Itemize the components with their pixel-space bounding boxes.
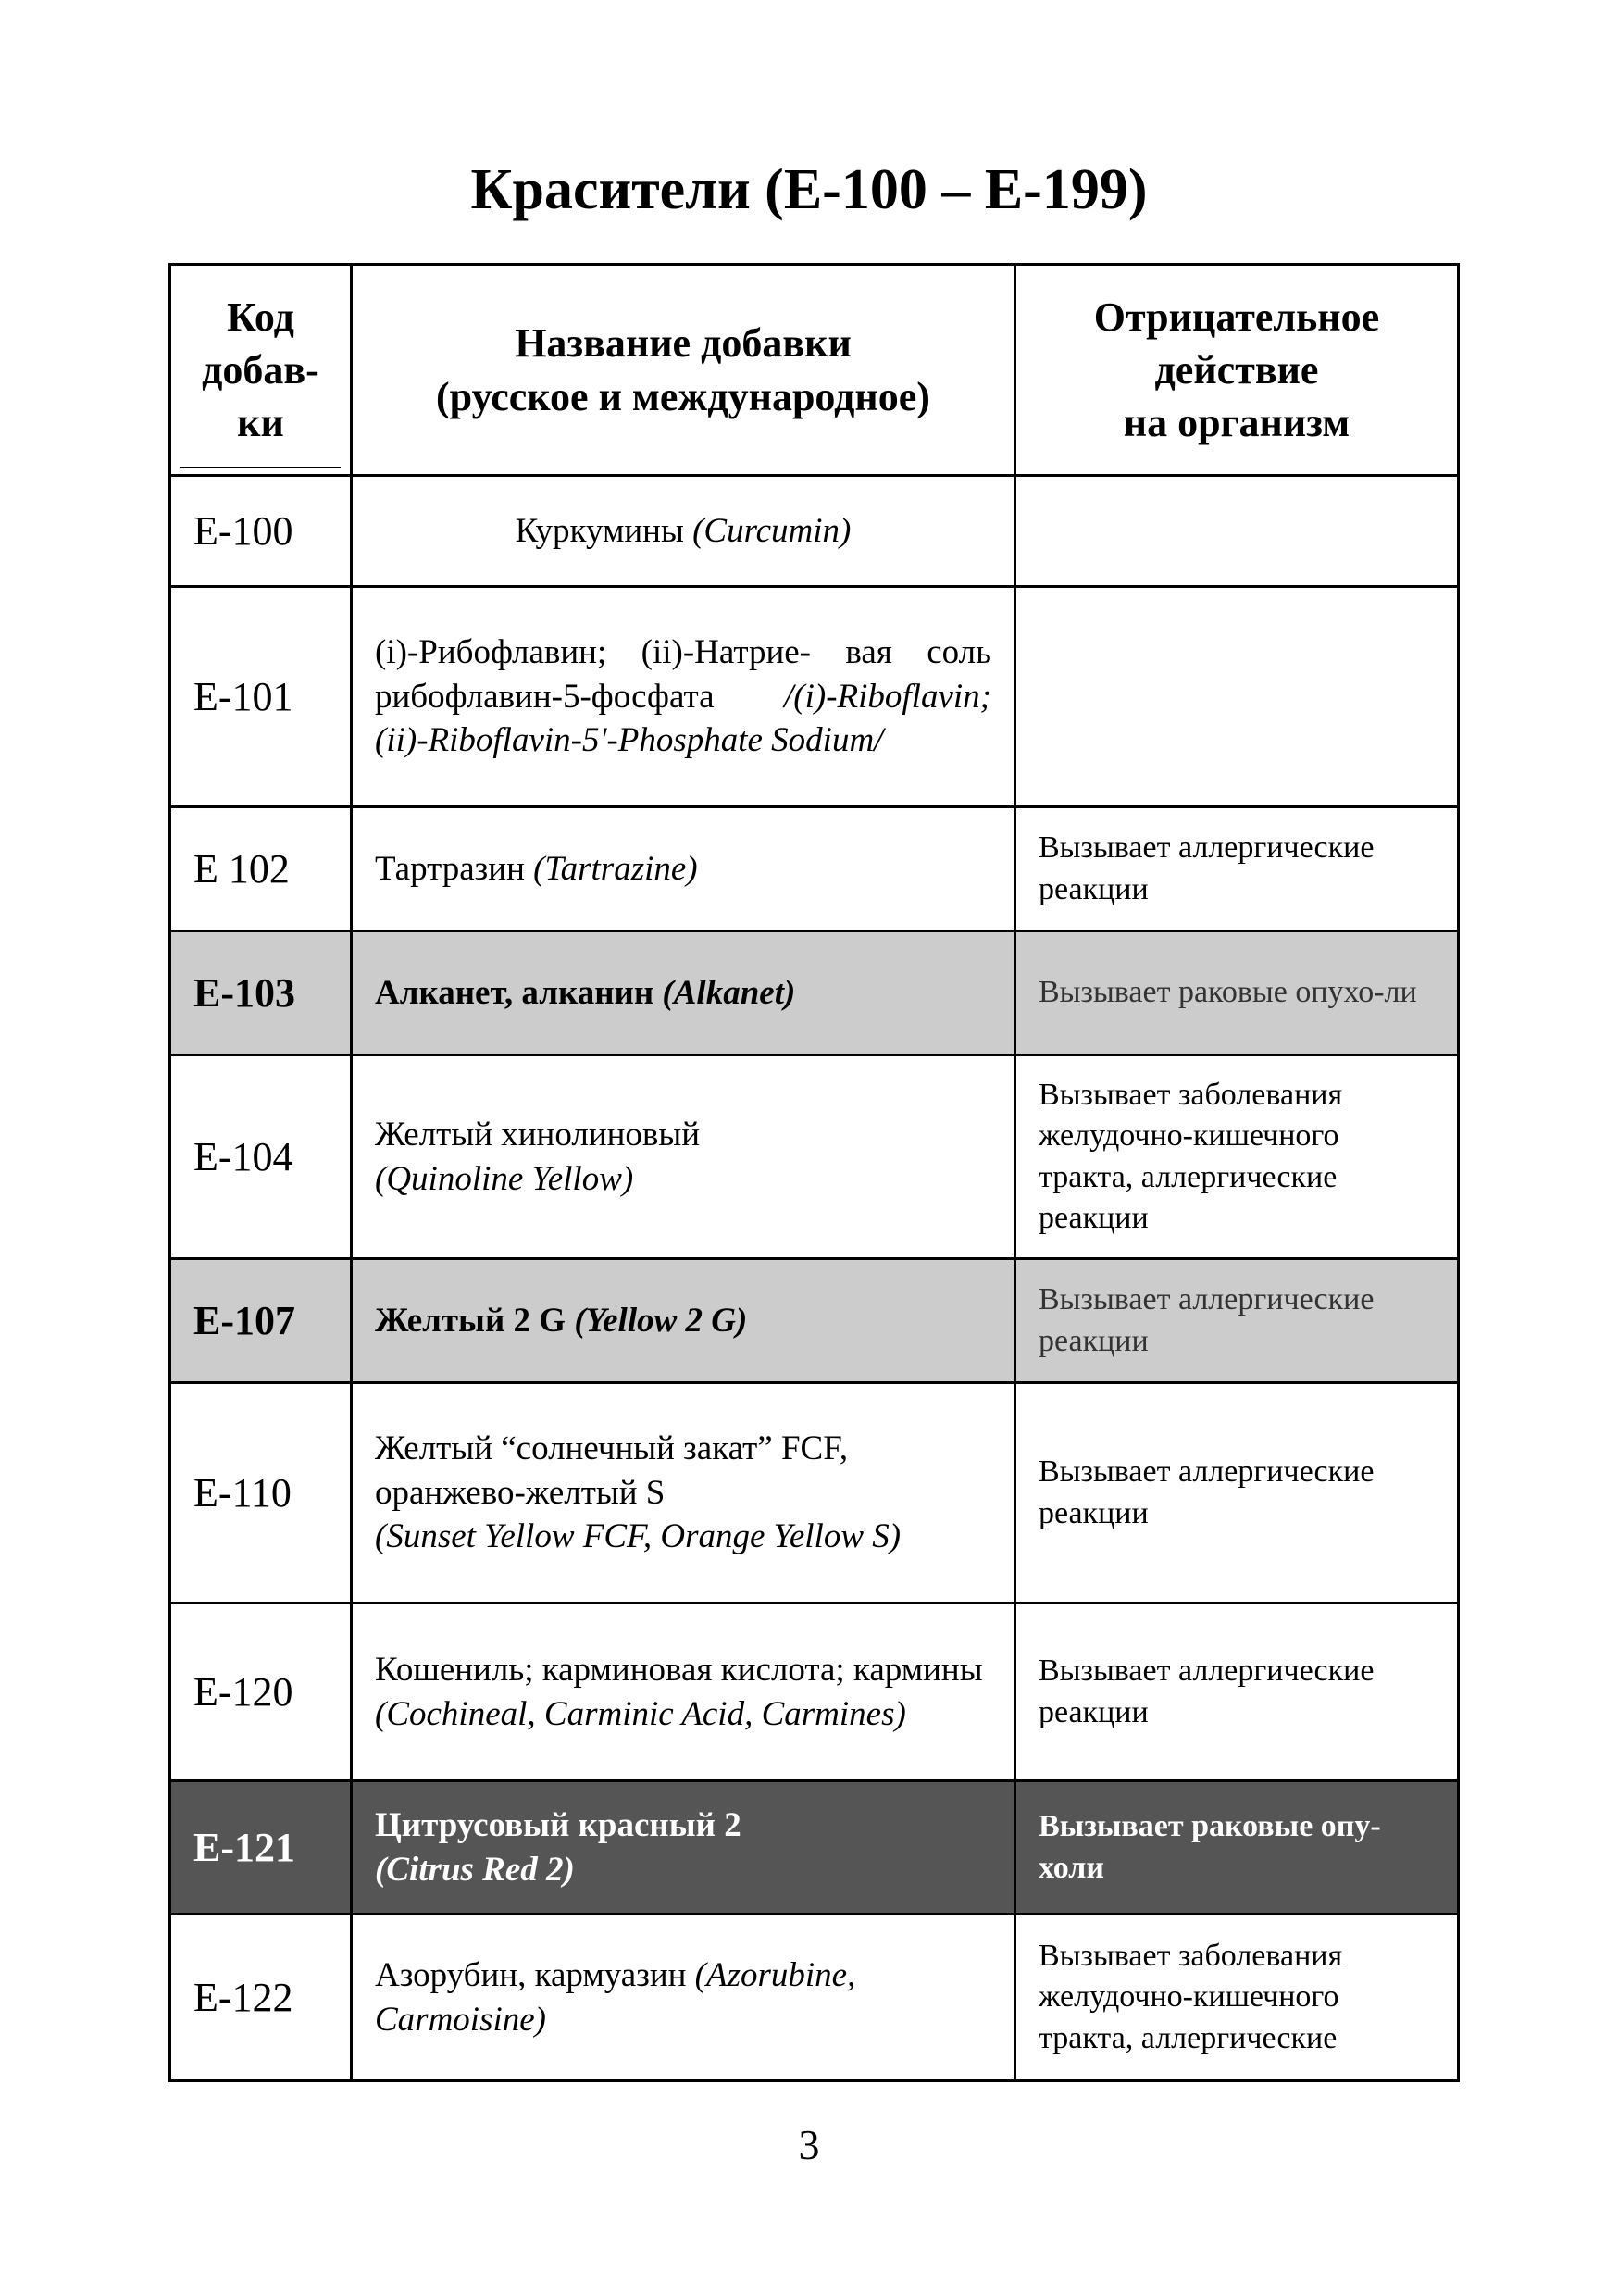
- row-effect: [1015, 476, 1459, 587]
- row-name-int: (Sunset Yellow FCF, Orange Yellow S): [375, 1517, 902, 1556]
- row-name-ru: Желтый 2 G: [375, 1301, 575, 1340]
- row-name-int: (Azorubine, Carmoisine): [375, 1956, 856, 2039]
- table-row-e107: [170, 1259, 1459, 1383]
- row-effect: Вызывает раковые опу-холи: [1015, 1781, 1459, 1915]
- header-name: [352, 265, 1015, 476]
- row-name: [352, 1259, 1015, 1383]
- header-code: [170, 265, 352, 476]
- row-name: [352, 1915, 1015, 2081]
- additives-table: [168, 263, 1460, 2082]
- row-code: Е-121: [170, 1781, 352, 1915]
- row-name: [352, 931, 1015, 1055]
- row-code: Е-100: [170, 476, 352, 587]
- header-effect-line1: Отрицательное: [1093, 293, 1380, 340]
- table-header-row: [170, 265, 1459, 476]
- row-name: [352, 1383, 1015, 1603]
- row-name-ru: Цитрусовый красный 2: [375, 1806, 741, 1845]
- table-row-e120: [170, 1603, 1459, 1781]
- row-effect: [1015, 587, 1459, 807]
- row-name: [352, 476, 1015, 587]
- row-name-ru: Алканет, алканин: [375, 973, 663, 1012]
- row-name-int: (Citrus Red 2): [375, 1850, 575, 1889]
- row-name-int: (Quinoline Yellow): [375, 1159, 634, 1198]
- header-code-line1: Код: [227, 293, 294, 340]
- row-name-int: (Curcumin): [692, 511, 852, 550]
- row-name-int: (Tartrazine): [533, 849, 698, 888]
- page-number: 3: [798, 2121, 820, 2168]
- header-code-line3: ки: [237, 400, 284, 446]
- row-name-ru: (i)-Рибофлавин; (ii)-Натрие- вая соль рибофлавин-5-фосфата: [375, 633, 991, 716]
- row-code: Е-103: [170, 931, 352, 1055]
- header-effect-line2: действие: [1154, 346, 1319, 393]
- row-name: [352, 1781, 1015, 1915]
- header-effect: [1015, 265, 1459, 476]
- table-row-e121: [170, 1781, 1459, 1915]
- row-effect: Вызывает аллергические реакции: [1015, 1259, 1459, 1383]
- row-code: Е-110: [170, 1383, 352, 1603]
- row-code: Е-101: [170, 587, 352, 807]
- row-effect: Вызывает аллергические реакции: [1015, 1383, 1459, 1603]
- row-code: Е-107: [170, 1259, 352, 1383]
- header-name-line1: Название добавки: [515, 320, 852, 367]
- row-name-ru: Кошениль; карминовая кислота; кармины: [375, 1651, 983, 1690]
- row-name-ru: Желтый “солнечный закат” FCF, оранжево-желтый S: [375, 1429, 849, 1512]
- table-row-e101: [170, 587, 1459, 807]
- table-row-e110: [170, 1383, 1459, 1603]
- table-row-e103: [170, 931, 1459, 1055]
- table-row-e104: [170, 1055, 1459, 1259]
- row-name: [352, 1055, 1015, 1259]
- table-row-e122: [170, 1915, 1459, 2081]
- row-name: [352, 587, 1015, 807]
- row-name-ru: Азорубин, кармуазин: [375, 1956, 695, 1995]
- row-code: Е-120: [170, 1603, 352, 1781]
- row-code: Е 102: [170, 807, 352, 931]
- row-effect: Вызывает аллергические реакции: [1015, 807, 1459, 931]
- row-effect: Вызывает аллергические реакции: [1015, 1603, 1459, 1781]
- row-code: Е-122: [170, 1915, 352, 2081]
- row-name: [352, 807, 1015, 931]
- row-name-int: /(i)-Riboflavin; (ii)-Riboflavin-5'-Phosphate Sodium/: [375, 677, 991, 760]
- header-code-line2: добав-: [202, 346, 319, 393]
- row-effect: Вызывает раковые опухо-ли: [1015, 931, 1459, 1055]
- header-code-underline: [180, 467, 341, 468]
- row-name-ru: Желтый хинолиновый: [375, 1116, 701, 1154]
- header-name-line2: (русское и международное): [436, 373, 930, 419]
- row-name-ru: Куркумины: [515, 511, 693, 550]
- table-row-e102: [170, 807, 1459, 931]
- row-effect: Вызывает заболевания желудочно-кишечного тракта, аллергические: [1015, 1915, 1459, 2081]
- row-name: [352, 1603, 1015, 1781]
- row-name-ru: Тартразин: [375, 849, 534, 888]
- header-effect-line3: на организм: [1123, 400, 1350, 446]
- table-row-e100: [170, 476, 1459, 587]
- row-effect: Вызывает заболевания желудочно-кишечного тракта, аллергические реакции: [1015, 1055, 1459, 1259]
- row-code: Е-104: [170, 1055, 352, 1259]
- row-name-int: (Cochineal, Carminic Acid, Carmines): [375, 1694, 906, 1733]
- row-name-int: (Yellow 2 G): [574, 1301, 748, 1340]
- row-name-int: (Alkanet): [662, 973, 796, 1012]
- page-title: Красители (Е-100 – Е-199): [470, 158, 1148, 221]
